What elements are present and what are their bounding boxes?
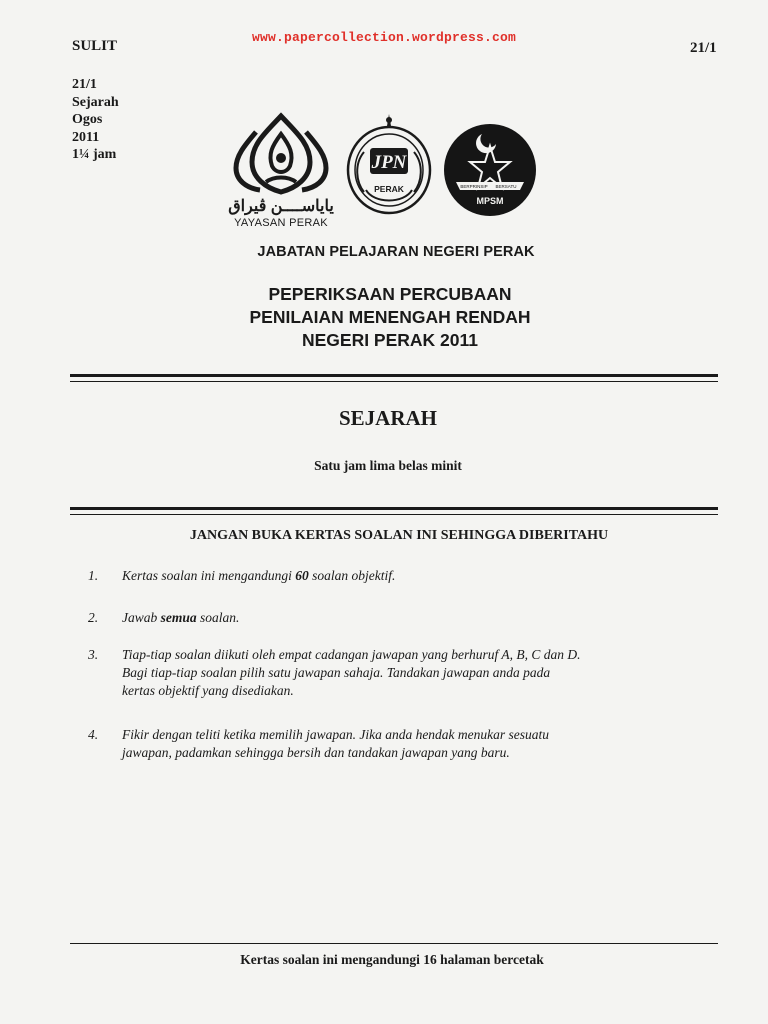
meta-year: 2011 <box>72 129 100 145</box>
mpsm-banner-left: BERPRINSIP <box>460 184 488 189</box>
meta-subject: Sejarah <box>72 94 119 110</box>
instruction-item <box>88 567 728 587</box>
instruction-line: Tiap-tiap soalan diikuti oleh empat cadangan jawapan yang berhuruf A, B, C dan D. <box>122 647 581 662</box>
instruction-item <box>88 646 728 702</box>
meta-code: 21/1 <box>72 77 97 92</box>
exam-duration: Satu jam lima belas minit <box>314 458 462 473</box>
page-count-footer: Kertas soalan ini mengandungi 16 halaman bercetak <box>240 952 544 967</box>
jpn-crest-icon <box>344 112 434 216</box>
do-not-open-warning: JANGAN BUKA KERTAS SOALAN INI SEHINGGA DIBERITAHU <box>189 528 609 543</box>
paper-meta <box>72 76 119 164</box>
instruction-line: Fikir dengan teliti ketika memilih jawapan. Jika anda hendak menukar sesuatu <box>122 727 550 742</box>
instruction-number: 1. <box>88 568 99 583</box>
instruction-line: jawapan, padamkan sehingga bersih dan tandakan jawapan yang baru. <box>122 745 510 760</box>
emphasis-word: 60 <box>295 568 309 583</box>
exam-title-line-1: PEPERIKSAAN PERCUBAAN <box>268 284 512 304</box>
instruction-line: Bagi tiap-tiap soalan pilih satu jawapan sahaja. Tandakan jawapan anda pada <box>122 665 551 680</box>
yayasan-name: YAYASAN PERAK <box>234 217 328 229</box>
svg-text:JPN: JPN <box>371 152 407 173</box>
paper-code: 21/1 <box>690 40 717 56</box>
divider-rule-footer <box>70 943 718 944</box>
yayasan-arabic-text: يايا‌ســــن ڤيراق <box>228 198 334 215</box>
classification-label: SULIT <box>72 38 118 54</box>
instruction-item <box>88 609 728 629</box>
emphasis-word: semua <box>160 610 197 625</box>
divider-rule-top <box>70 374 718 377</box>
instruction-item <box>88 726 728 764</box>
instruction-line: kertas objektif yang disediakan. <box>122 683 294 698</box>
mpsm-banner-right: BERSATU <box>495 184 517 189</box>
jpn-perak-logo <box>344 112 434 216</box>
exam-title <box>190 283 590 352</box>
meta-month: Ogos <box>72 112 103 127</box>
yayasan-emblem-icon <box>226 112 336 196</box>
watermark-url: www.papercollection.wordpress.com <box>251 30 517 45</box>
instruction-number: 2. <box>88 610 99 625</box>
instruction-number: 3. <box>88 647 99 662</box>
instruction-number: 4. <box>88 727 99 742</box>
instruction-line: Jawab semua soalan. <box>122 610 240 625</box>
mpsm-logo <box>440 120 540 220</box>
mpsm-emblem-icon <box>440 120 540 220</box>
exam-title-line-3: NEGERI PERAK 2011 <box>301 330 479 350</box>
yayasan-perak-logo <box>226 112 336 234</box>
divider-rule-middle <box>70 507 718 510</box>
exam-title-line-2: PENILAIAN MENENGAH RENDAH <box>249 307 531 327</box>
department-name: JABATAN PELAJARAN NEGERI PERAK <box>257 244 535 260</box>
divider-rule-top-thin <box>70 381 718 382</box>
divider-rule-middle-thin <box>70 514 718 515</box>
mpsm-label: MPSM <box>476 196 504 206</box>
subject-title: SEJARAH <box>338 406 438 430</box>
instruction-line: Kertas soalan ini mengandungi 60 soalan objektif. <box>122 568 396 583</box>
jpn-perak-text: PERAK <box>374 184 404 194</box>
meta-time: 1¼ jam <box>72 147 117 162</box>
